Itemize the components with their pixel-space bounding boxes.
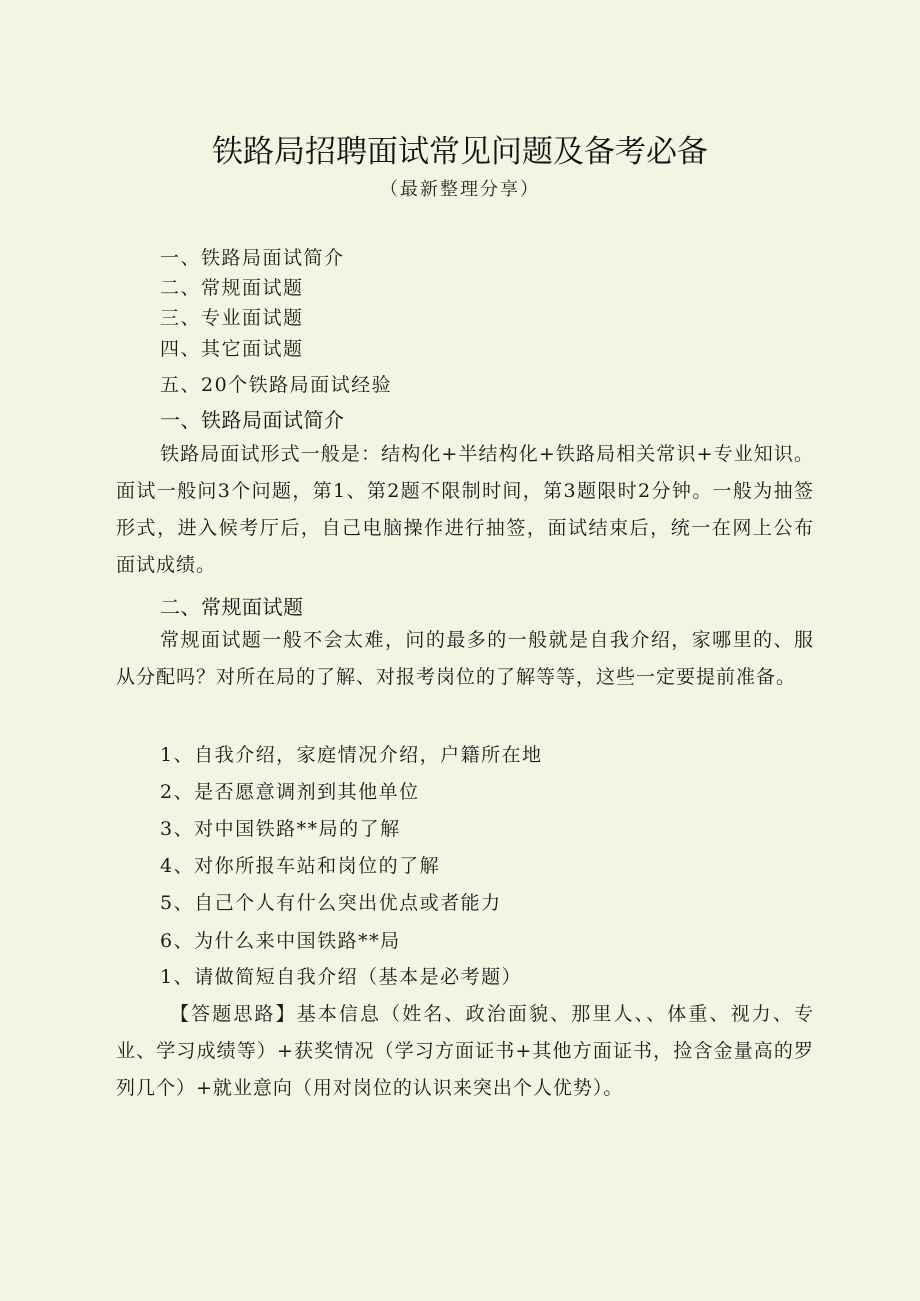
toc-item: 四、其它面试题 bbox=[160, 338, 304, 360]
toc-item: 三、专业面试题 bbox=[160, 307, 304, 329]
list-item: 3、对中国铁路**局的了解 bbox=[160, 818, 401, 840]
toc-item: 二、常规面试题 bbox=[160, 277, 304, 299]
list-item: 6、为什么来中国铁路**局 bbox=[160, 930, 401, 952]
list-item: 1、自我介绍，家庭情况介绍，户籍所在地 bbox=[160, 744, 543, 766]
section-paragraph: 常规面试题一般不会太难，问的最多的一般就是自我介绍，家哪里的、服从分配吗？对所在局的了解、对报考岗位的了解等等，这些一定要提前准备。 bbox=[116, 629, 814, 688]
answer-paragraph: 【答题思路】基本信息（姓名、政治面貌、那里人、、体重、视力、专业、学习成绩等）+获奖情况（学习方面证书+其他方面证书，捡含金量高的罗列几个）+就业意向（用对岗位的认识来突出个人优势）。 bbox=[116, 1003, 814, 1099]
list-item: 5、自己个人有什么突出优点或者能力 bbox=[160, 892, 502, 914]
document-subtitle: （最新整理分享） bbox=[380, 179, 540, 200]
section-heading: 二、常规面试题 bbox=[160, 595, 304, 619]
list-item: 4、对你所报车站和岗位的了解 bbox=[160, 855, 441, 877]
section-paragraph: 铁路局面试形式一般是：结构化+半结构化+铁路局相关常识+专业知识。面试一般问3个问题，第1、第2题不限制时间，第3题限时2分钟。一般为抽签形式，进入候考厅后，自己电脑操作进行抽签，面试结束后，统一在网上公布面试成绩。 bbox=[116, 443, 814, 576]
toc-item: 一、铁路局面试简介 bbox=[160, 247, 345, 269]
document-title: 铁路局招聘面试常见问题及备考必备 bbox=[212, 134, 708, 170]
question-item: 1、请做简短自我介绍（基本是必考题） bbox=[160, 966, 523, 988]
toc-item: 五、20个铁路局面试经验 bbox=[160, 374, 393, 396]
list-item: 2、是否愿意调剂到其他单位 bbox=[160, 781, 420, 803]
section-heading: 一、铁路局面试简介 bbox=[160, 408, 345, 432]
